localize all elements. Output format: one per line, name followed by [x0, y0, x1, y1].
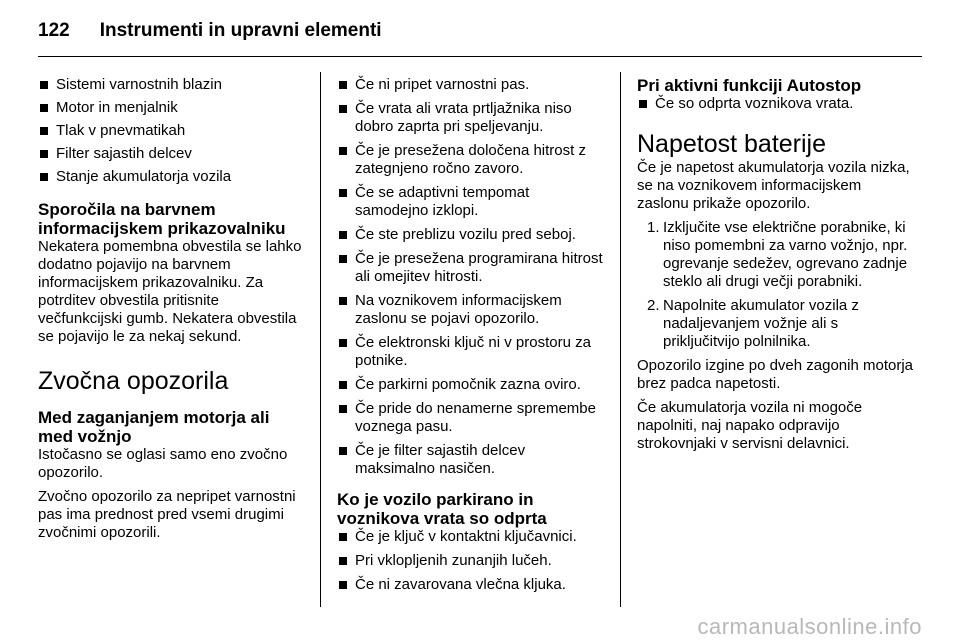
- header-divider: [38, 56, 922, 57]
- section-title-acoustic-warnings: Zvočna opozorila: [38, 367, 229, 395]
- autostop-warning-list: [637, 95, 917, 113]
- list-item: Stanje akumulatorja vozila: [38, 168, 306, 186]
- list-item: Sistemi varnostnih blazin: [38, 76, 306, 94]
- subsection-heading: Med zaganjanjem motorja ali med vožnjo: [38, 408, 270, 446]
- watermark: carmanualsonline.info: [697, 614, 922, 639]
- column-1: [38, 76, 306, 548]
- list-item: Če ni pripet varnostni pas.: [337, 76, 605, 94]
- column-3: [637, 76, 917, 459]
- list-item: Če elektronski ključ ni v prostoru za potnike.: [337, 334, 605, 370]
- page-header: [38, 18, 922, 44]
- list-item: Na voznikovem informacijskem zaslonu se pojavi opozorilo.: [337, 292, 605, 328]
- list-item: Motor in menjalnik: [38, 99, 306, 117]
- list-item: Pri vklopljenih zunanjih lučeh.: [337, 552, 605, 570]
- section-heading-autostop: Pri aktivni funkciji Autostop: [637, 76, 862, 95]
- list-item: Če ste preblizu vozilu pred seboj.: [337, 226, 605, 244]
- paragraph: Opozorilo izgine po dveh zagonih motorja brez padca napetosti.: [637, 357, 913, 392]
- list-item: Če se adaptivni tempomat samodejno izklopi.: [337, 184, 605, 220]
- section-heading-color-display-messages: Sporočila na barvnem informacijskem prikazovalniku: [38, 200, 286, 238]
- step-text: Napolnite akumulator vozila z nadaljevanjem vožnje ali s priključitvijo polnilnika.: [663, 297, 859, 350]
- list-item: Če je presežena določena hitrost z zategnjeno ročno zavoro.: [337, 142, 605, 178]
- list-item: Če pride do nenamerne spremembe voznega pasu.: [337, 400, 605, 436]
- list-item: Če parkirni pomočnik zazna oviro.: [337, 376, 605, 394]
- list-item: Če je ključ v kontaktni ključavnici.: [337, 528, 605, 546]
- warning-topics-list: [38, 76, 306, 186]
- section-text: Nekatera pomembna obvestila se lahko dodatno pojavijo na barvnem informacijskem prikazovalniku. Za potrditev obvestila pritisnite večfunkcijski gumb. Nekatera obvestila se pojavijo le za nekaj sekund.: [38, 238, 302, 345]
- paragraph: Če je napetost akumulatorja vozila nizka, se na voznikovem informacijskem zaslonu prikaže opozorilo.: [637, 159, 910, 212]
- paragraph: Istočasno se oglasi samo eno zvočno opozorilo.: [38, 446, 288, 481]
- list-item: Če vrata ali vrata prtljažnika niso dobro zaprta pri speljevanju.: [337, 100, 605, 136]
- list-item: Če so odprta voznikova vrata.: [637, 95, 917, 113]
- list-item: [637, 219, 917, 291]
- page-number: 122: [38, 20, 70, 41]
- parked-warning-list: [337, 528, 605, 594]
- list-item: Tlak v pnevmatikah: [38, 122, 306, 140]
- step-number: 2.: [647, 297, 660, 314]
- column-2: [337, 76, 605, 600]
- acoustic-warning-list: [337, 76, 605, 478]
- column-divider-left: [320, 72, 321, 607]
- list-item: Če je filter sajastih delcev maksimalno nasičen.: [337, 442, 605, 478]
- page-title: Instrumenti in upravni elementi: [99, 20, 382, 41]
- step-text: Izključite vse električne porabnike, ki niso pomembni za varno vožnjo, npr. ogrevanje sedežev, ogrevano zadnje steklo ali drugi večji porabniki.: [663, 219, 908, 290]
- list-item: Če je presežena programirana hitrost ali omejitev hitrosti.: [337, 250, 605, 286]
- battery-steps-list: [637, 219, 917, 351]
- list-item: [637, 297, 917, 351]
- paragraph: Če akumulatorja vozila ni mogoče napolniti, naj napako odpravijo strokovnjaki v servisni delavnici.: [637, 399, 863, 452]
- section-heading-parked: Ko je vozilo parkirano in voznikova vrata so odprta: [337, 490, 547, 528]
- list-item: Filter sajastih delcev: [38, 145, 306, 163]
- list-item: Če ni zavarovana vlečna kljuka.: [337, 576, 605, 594]
- section-title-battery-voltage: Napetost baterije: [637, 130, 827, 158]
- step-number: 1.: [647, 219, 660, 236]
- paragraph: Zvočno opozorilo za nepripet varnostni pas ima prednost pred vsemi drugimi zvočnimi opozorili.: [38, 488, 296, 541]
- column-divider-right: [620, 72, 621, 607]
